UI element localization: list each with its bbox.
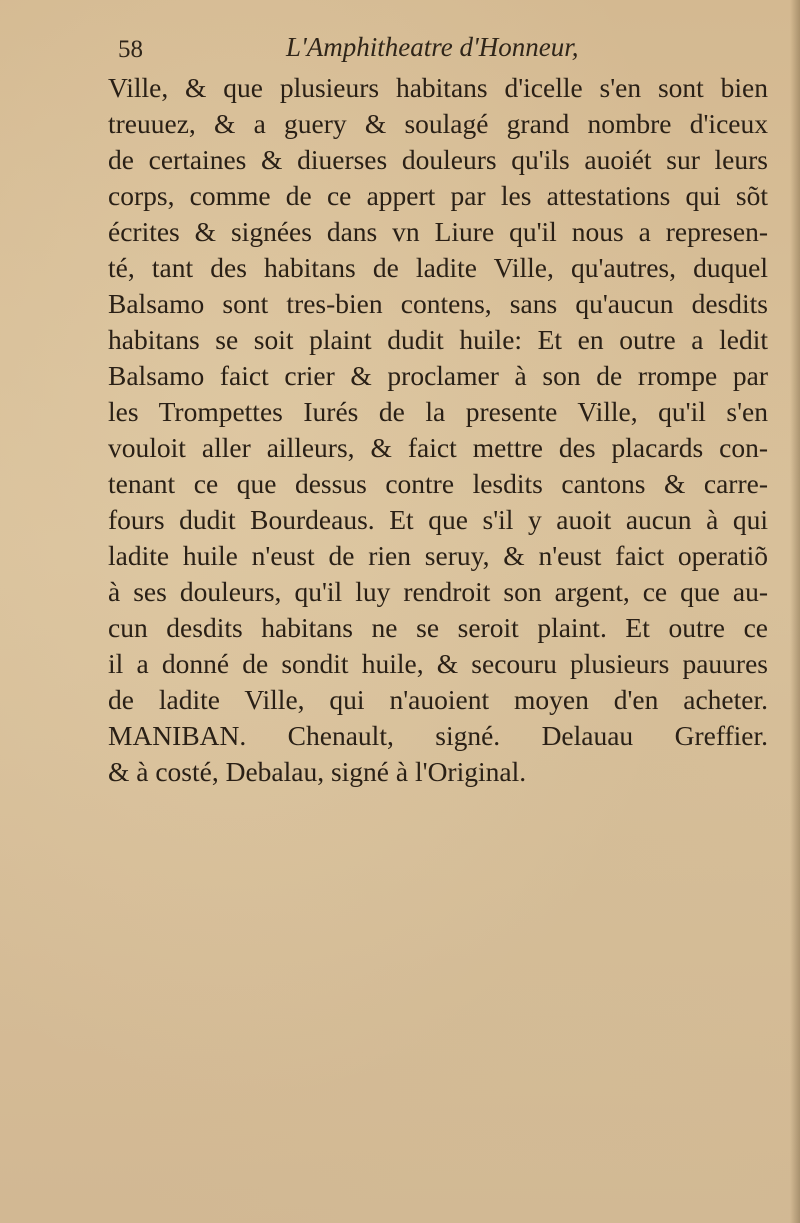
page-edge-shadow <box>790 0 800 1223</box>
text-line: Ville, & que plusieurs habitans d'icelle s'en sont bien <box>108 72 768 103</box>
text-line: de ladite Ville, qui n'auoient moyen d'en acheter. <box>108 684 768 715</box>
signature-line: MANIBAN. Chenault, signé. Delauau Greffier. <box>108 720 768 751</box>
running-head <box>118 32 718 72</box>
page-number: 58 <box>118 36 143 63</box>
text-line: treuuez, & a guery & soulagé grand nombre d'iceux <box>108 108 768 139</box>
text-line: écrites & signées dans vn Liure qu'il nous a represen- <box>108 216 768 247</box>
text-line: cun desdits habitans ne se seroit plaint. Et outre ce <box>108 612 768 643</box>
text-line: ladite huile n'eust de rien seruy, & n'eust faict operatiõ <box>108 540 768 571</box>
text-line: vouloit aller ailleurs, & faict mettre des placards con- <box>108 432 768 463</box>
text-line: corps, comme de ce appert par les attestations qui sõt <box>108 180 768 211</box>
text-line: habitans se soit plaint dudit huile: Et en outre a ledit <box>108 324 768 355</box>
text-line: fours dudit Bourdeaus. Et que s'il y auoit aucun à qui <box>108 504 768 535</box>
text-line: de certaines & diuerses douleurs qu'ils auoiét sur leurs <box>108 144 768 175</box>
signature-line: & à costé, Debalau, signé à l'Original. <box>108 756 527 787</box>
text-line: Balsamo sont tres-bien contens, sans qu'aucun desdits <box>108 288 768 319</box>
text-line: té, tant des habitans de ladite Ville, qu'autres, duquel <box>108 252 768 283</box>
text-line: tenant ce que dessus contre lesdits cantons & carre- <box>108 468 768 499</box>
text-line: à ses douleurs, qu'il luy rendroit son argent, ce que au- <box>108 576 768 607</box>
running-title: L'Amphitheatre d'Honneur, <box>286 32 579 62</box>
body-text <box>108 70 768 790</box>
text-line: il a donné de sondit huile, & secouru plusieurs pauures <box>108 648 768 679</box>
text-line: Balsamo faict crier & proclamer à son de rrompe par <box>108 360 768 391</box>
text-line: les Trompettes Iurés de la presente Ville, qu'il s'en <box>108 396 768 427</box>
